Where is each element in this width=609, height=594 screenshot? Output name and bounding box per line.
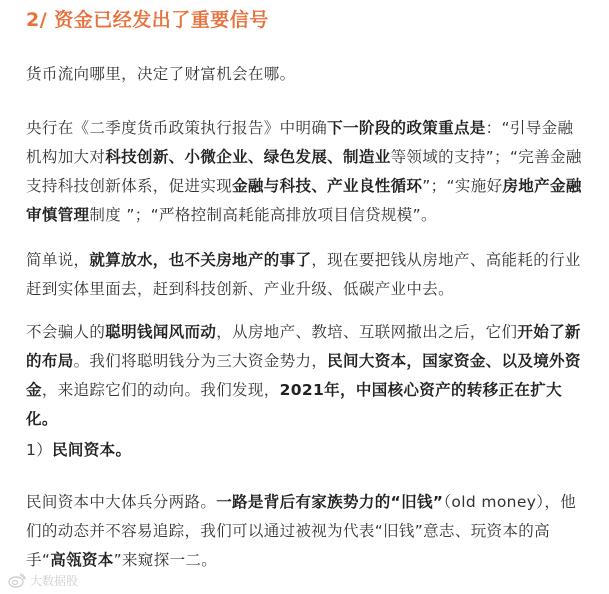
- text-run: 1）: [26, 441, 53, 459]
- watermark-text: 大数据股: [30, 573, 79, 588]
- bold-run: 科技创新、小微企业、绿色发展、制造业: [105, 148, 391, 166]
- bold-run: 聪明钱闻风而动: [105, 323, 217, 341]
- paragraph-summary: [26, 246, 586, 304]
- text-run: 不会骗人的: [26, 323, 106, 341]
- paragraph-old-money: [26, 488, 586, 575]
- text-run: ，从房地产、教培、互联网撤出之后，它们: [216, 323, 518, 341]
- bold-run: 下一阶段的政策重点是: [327, 119, 486, 137]
- section-heading: 2/ 资金已经发出了重要信号: [26, 9, 269, 31]
- text-run: 。我们将聪明钱分为三大资金势力，: [73, 352, 328, 370]
- bold-run: 房地产金融审慎管理: [26, 177, 582, 224]
- text-run: 央行在《二季度货币政策执行报告》中明确: [26, 119, 328, 137]
- text-run: （old money），他们的动态并不容易追踪，我们可以通过被视为代表“旧钱”意志、玩资本的高手“: [26, 493, 577, 569]
- text-run: ，来追踪它们的动向。我们发现，: [41, 381, 280, 399]
- text-run: 等领域的支持”；“完善金融支持科技创新体系，促进实现: [26, 148, 582, 195]
- bold-run: 金融与科技、产业良性循环: [232, 177, 423, 195]
- text-run: ”来窥探一二。: [113, 551, 218, 569]
- text-run: ”；“实施好: [422, 177, 503, 195]
- bold-run: 民间大资本，国家资金、以及境外资金: [26, 352, 581, 399]
- bold-run: 民间资本。: [52, 441, 132, 459]
- bold-run: 开始了新的布局: [26, 323, 581, 370]
- watermark: [8, 569, 78, 591]
- paragraph-smart-money: [26, 318, 586, 434]
- weibo-icon: [8, 573, 26, 588]
- text-run: 货币流向哪里，决定了财富机会在哪。: [26, 65, 296, 83]
- paragraph-money-flow: [26, 60, 586, 89]
- bold-run: 2021年，中国核心资产的转移正在扩大化。: [26, 381, 562, 428]
- text-run: ，现在要把钱从房地产、高能耗的行业赶到实体里面去，赶到科技创新、产业升级、低碳产业中去。: [26, 251, 581, 298]
- paragraph-pboc-report: [26, 114, 586, 230]
- bold-run: 一路是背后有家族势力的“旧钱”: [216, 493, 444, 511]
- text-run: 制度 ”；“严格控制高耗能高排放项目信贷规模”。: [89, 206, 437, 224]
- bold-run: 就算放水，也不关房地产的事了: [89, 251, 312, 269]
- subheading-private-capital: [26, 436, 586, 465]
- text-run: 简单说，: [26, 251, 90, 269]
- bold-run: 高瓴资本: [50, 551, 114, 569]
- text-run: 民间资本中大体兵分两路。: [26, 493, 217, 511]
- text-run: ：“引导金融机构加大对: [26, 119, 574, 166]
